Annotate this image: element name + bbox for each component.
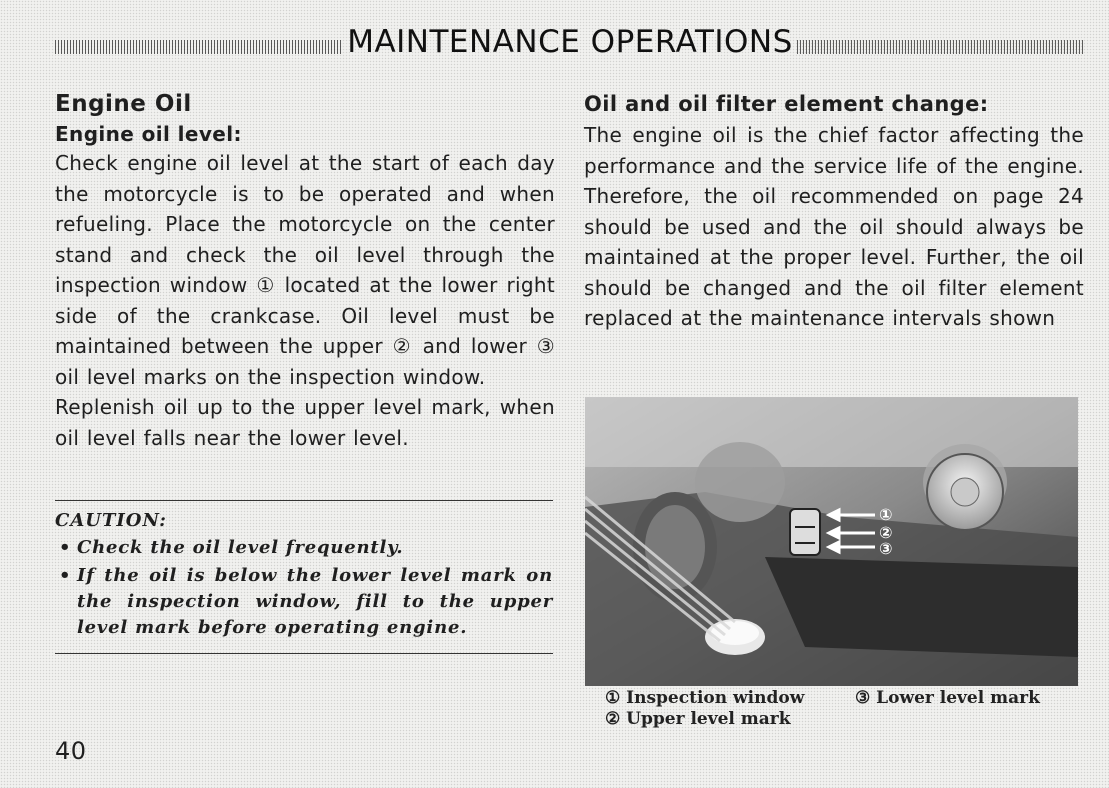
figure-caption bbox=[605, 688, 1075, 730]
bullet-icon: • bbox=[59, 565, 72, 586]
header-hatch-left bbox=[55, 40, 343, 54]
caution-item bbox=[55, 563, 553, 641]
right-column bbox=[584, 88, 1084, 334]
replenish-paragraph: Replenish oil up to the upper level mark, when oil level falls near the lower level. bbox=[55, 395, 555, 450]
caution-title: CAUTION: bbox=[55, 510, 167, 531]
caution-item-text: Check the oil level frequently. bbox=[77, 537, 404, 558]
caution-item-text: If the oil is below the lower level mark on the inspection window, fill to the upper level mark before operating engine. bbox=[77, 565, 553, 638]
subsection-title-oil-change: Oil and oil filter element change: bbox=[584, 92, 989, 116]
caution-item bbox=[55, 535, 553, 561]
caption-upper-level-mark: ② Upper level mark bbox=[605, 709, 791, 729]
callout-3: ③ bbox=[879, 539, 893, 558]
callout-1: ① bbox=[879, 505, 893, 524]
engine-photo bbox=[585, 397, 1078, 686]
caption-row bbox=[605, 709, 1075, 730]
subsection-title-oil-level: Engine oil level: bbox=[55, 122, 242, 146]
oil-change-paragraph: The engine oil is the chief factor affecting the performance and the service life of the engine. Therefore, the oil recommended on page 24 should be used and the oil should always be maintained at the proper level. Further, the oil should be changed and the oil filter element replaced at the maintenance intervals shown bbox=[584, 123, 1084, 330]
oil-level-paragraph: Check engine oil level at the start of each day the motorcycle is to be operated and when refueling. Place the motorcycle on the center stand and check the oil level through the inspection window ① located at the lower right side of the crankcase. Oil level must be maintained between the upper ② and lower ③ oil level marks on the inspection window. bbox=[55, 151, 555, 389]
caption-row bbox=[605, 688, 1075, 709]
left-column bbox=[55, 88, 555, 453]
header-hatch-right bbox=[797, 40, 1085, 54]
callout-2: ② bbox=[879, 523, 893, 542]
bullet-icon: • bbox=[59, 537, 72, 558]
page-header bbox=[55, 22, 1085, 62]
page-title: MAINTENANCE OPERATIONS bbox=[347, 24, 793, 60]
caution-box bbox=[55, 500, 553, 654]
section-title-engine-oil: Engine Oil bbox=[55, 91, 192, 117]
page-number: 40 bbox=[55, 737, 87, 765]
caption-lower-level-mark: ③ Lower level mark bbox=[855, 688, 1040, 708]
caption-inspection-window: ① Inspection window bbox=[605, 688, 805, 708]
engine-photo-illustration bbox=[585, 397, 1078, 686]
